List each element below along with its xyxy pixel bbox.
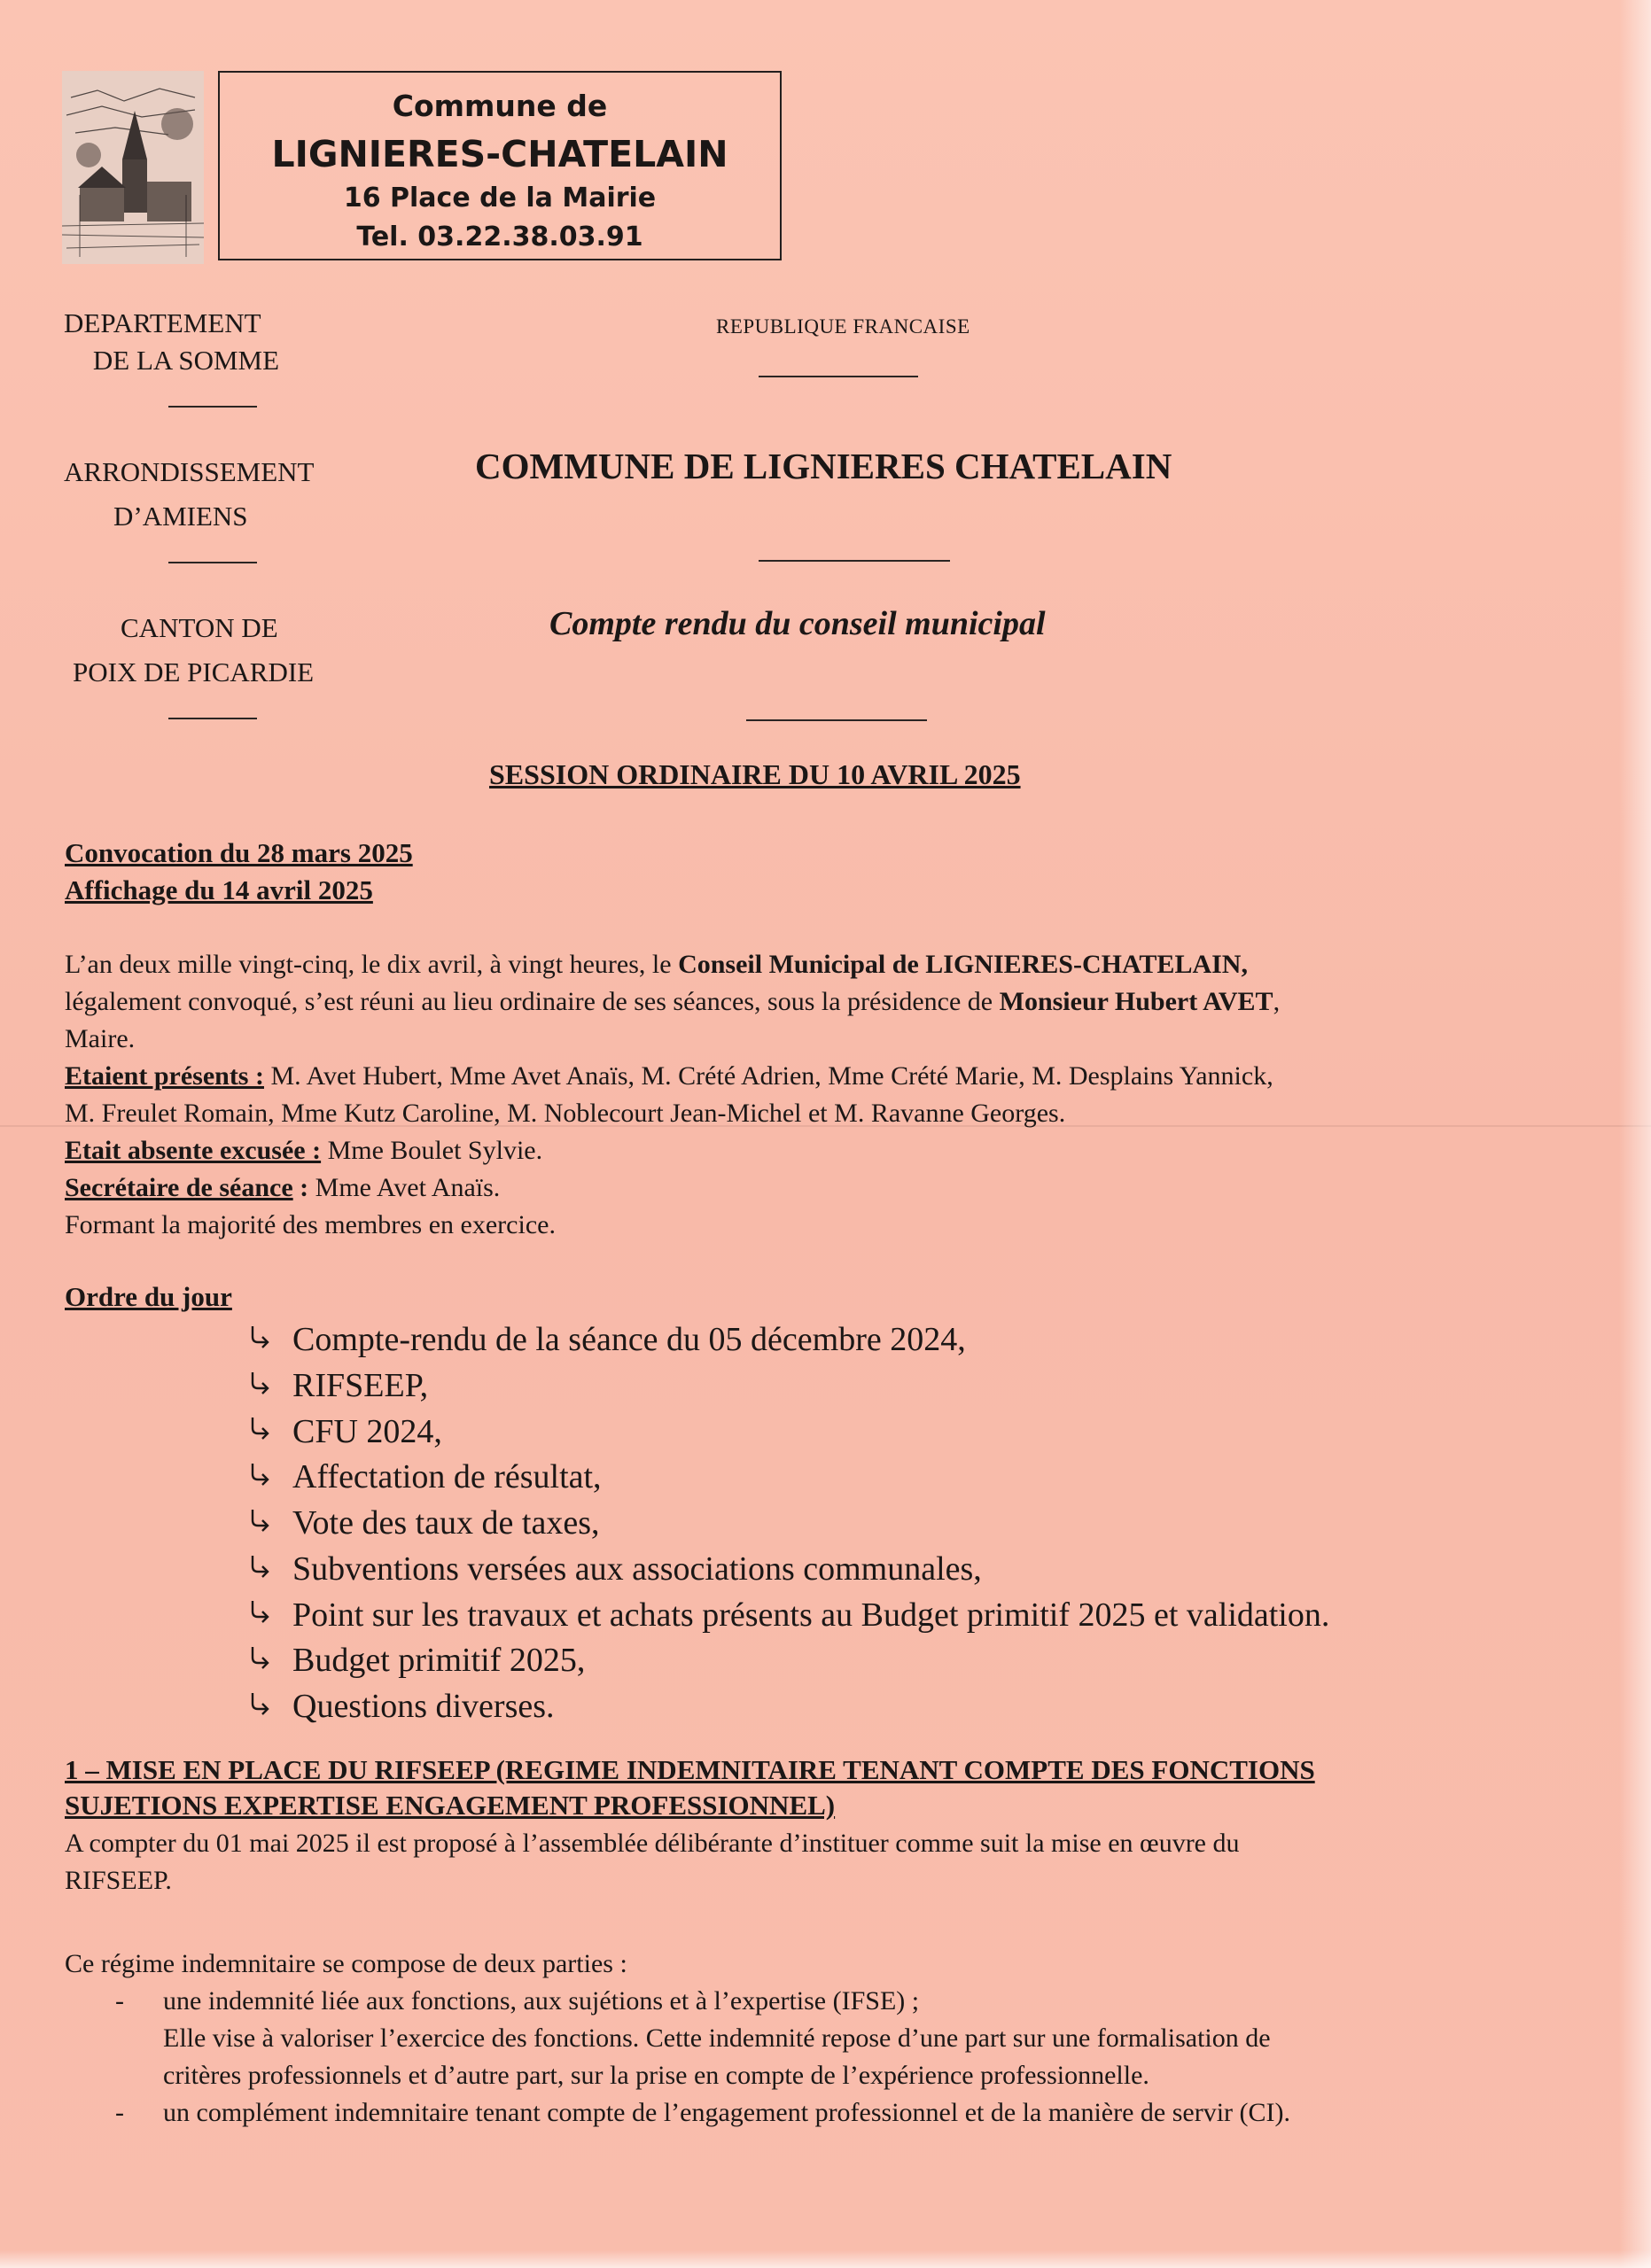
agenda-item-text: Subventions versées aux associations communales,: [292, 1550, 982, 1588]
bullet-item: [115, 1983, 1537, 2020]
bullet-detail-line1: Elle vise à valoriser l’exercice des fonctions. Cette indemnité repose d’une part sur une formalisation de: [163, 2023, 1271, 2053]
convocation-date: Convocation du 28 mars 2025: [65, 837, 413, 868]
bullet-item: [115, 2094, 1537, 2132]
agenda-item-text: Budget primitif 2025,: [292, 1642, 586, 1680]
compte-rendu-title: Compte rendu du conseil municipal: [549, 605, 1046, 642]
majorite-text: Formant la majorité des membres en exercice.: [65, 1210, 556, 1239]
agenda-item: [248, 1502, 1329, 1548]
section1-title: [65, 1752, 1315, 1823]
section1-title-line2: SUJETIONS EXPERTISE ENGAGEMENT PROFESSIONNEL): [65, 1790, 836, 1821]
hook-arrow-icon: [248, 1642, 292, 1685]
intro-text: L’an deux mille vingt-cinq, le dix avril, à vingt heures, le: [65, 950, 679, 979]
republique-francaise: REPUBLIQUE FRANCAISE: [716, 315, 970, 338]
hook-arrow-icon: [248, 1688, 292, 1731]
paper-edge-bottom: [0, 2250, 1651, 2268]
section1-intro-text: Ce régime indemnitaire se compose de deux parties :: [65, 1949, 627, 1978]
president-name: Monsieur Hubert AVET: [999, 987, 1273, 1016]
commune-header-box: [218, 71, 782, 260]
hook-arrow-icon: [248, 1321, 292, 1364]
section1-paragraph: [65, 1825, 1536, 1899]
absente-label: Etait absente excusée :: [65, 1136, 322, 1165]
conseil-name: Conseil Municipal de LIGNIERES-CHATELAIN,: [678, 950, 1248, 979]
intro-maire: Maire.: [65, 1024, 136, 1053]
presents-line: [65, 1058, 1536, 1095]
commune-title: COMMUNE DE LIGNIERES CHATELAIN: [475, 446, 1172, 486]
departement-block: [53, 301, 319, 383]
intro-line: [65, 946, 1536, 983]
agenda-item-text: Affectation de résultat,: [292, 1458, 602, 1496]
section1-p1-line2: RIFSEEP.: [65, 1866, 172, 1895]
agenda-item-text: Compte-rendu de la séance du 05 décembre 2024,: [292, 1321, 966, 1358]
arrondissement-block: [55, 450, 374, 539]
session-title: SESSION ORDINAIRE DU 10 AVRIL 2025: [489, 758, 1021, 790]
separator: [759, 560, 950, 562]
ordre-du-jour-label: Ordre du jour: [65, 1281, 232, 1312]
departement-line2: DE LA SOMME: [92, 345, 280, 376]
header-address: 16 Place de la Mairie: [343, 183, 657, 214]
arrondissement-line1: ARRONDISSEMENT: [64, 456, 315, 487]
absente-line: [65, 1132, 1536, 1169]
separator: [746, 719, 927, 721]
canton-line1: CANTON DE: [121, 612, 278, 643]
agenda-item: [248, 1364, 1329, 1410]
agenda-item: [248, 1594, 1329, 1640]
separator: [168, 406, 257, 408]
bullet-dash: -: [115, 1986, 124, 2016]
agenda-item: [248, 1639, 1329, 1685]
affichage-date: Affichage du 14 avril 2025: [65, 874, 373, 905]
hook-arrow-icon: [248, 1504, 292, 1548]
agenda-item: [248, 1410, 1329, 1456]
canton-block: [53, 606, 372, 695]
separator: [759, 376, 918, 377]
hook-arrow-icon: [248, 1367, 292, 1410]
separator: [168, 718, 257, 719]
bullet-dash: -: [115, 2098, 124, 2127]
secretaire-value: Mme Avet Anaïs.: [308, 1173, 501, 1202]
agenda-item: [248, 1318, 1329, 1364]
departement-line1: DEPARTEMENT: [64, 307, 261, 338]
agenda-item-text: RIFSEEP,: [292, 1366, 429, 1404]
header-phone: Tel. 03.22.38.03.91: [356, 221, 643, 252]
intro-text: légalement convoqué, s’est réuni au lieu ordinaire de ses séances, sous la présidence de: [65, 987, 1000, 1016]
agenda-item-text: Point sur les travaux et achats présents au Budget primitif 2025 et validation.: [292, 1596, 1330, 1634]
agenda-item-text: Questions diverses.: [292, 1688, 555, 1726]
secretaire-label: Secrétaire de séance: [65, 1173, 293, 1202]
hook-arrow-icon: [248, 1458, 292, 1502]
convocation-date-block: [65, 835, 413, 909]
church-logo-image: [62, 71, 204, 264]
arrondissement-line2: D’AMIENS: [113, 501, 248, 532]
secretaire-colon: :: [292, 1173, 309, 1202]
intro-paragraph: [65, 946, 1536, 1244]
header-commune-name: LIGNIERES-CHATELAIN: [271, 133, 728, 175]
agenda-item: [248, 1456, 1329, 1502]
agenda-item-text: CFU 2024,: [292, 1412, 442, 1450]
bullet-text: une indemnité liée aux fonctions, aux sujétions et à l’expertise (IFSE) ;: [163, 1986, 920, 2016]
hook-arrow-icon: [248, 1412, 292, 1456]
section1-title-line1: 1 – MISE EN PLACE DU RIFSEEP (REGIME INDEMNITAIRE TENANT COMPTE DES FONCTIONS: [65, 1754, 1315, 1785]
presents-label: Etaient présents :: [65, 1061, 264, 1091]
section1-p1-line1: A compter du 01 mai 2025 il est proposé à l’assemblée délibérante d’instituer comme suit la mise en œuvre du: [65, 1829, 1240, 1858]
secretaire-line: [65, 1169, 1536, 1207]
bullet-detail-line2: critères professionnels et d’autre part, sur la prise en compte de l’expérience professionnelle.: [163, 2061, 1149, 2090]
agenda-item: [248, 1685, 1329, 1731]
intro-line: [65, 983, 1536, 1021]
hook-arrow-icon: [248, 1596, 292, 1639]
absente-value: Mme Boulet Sylvie.: [321, 1136, 543, 1165]
presents-value-continued: M. Freulet Romain, Mme Kutz Caroline, M. Noblecourt Jean-Michel et M. Ravanne Georges.: [65, 1099, 1066, 1128]
section1-bullets: [115, 1983, 1537, 2132]
intro-text: ,: [1273, 987, 1281, 1016]
bullet-text: un complément indemnitaire tenant compte de l’engagement professionnel et de la manière de servir (CI).: [163, 2098, 1291, 2127]
agenda-list: [248, 1318, 1329, 1731]
hook-arrow-icon: [248, 1550, 292, 1594]
presents-value: M. Avet Hubert, Mme Avet Anaïs, M. Crété Adrien, Mme Crété Marie, M. Desplains Yannick,: [263, 1061, 1273, 1091]
agenda-item-text: Vote des taux de taxes,: [292, 1504, 600, 1542]
separator: [168, 562, 257, 563]
paper-edge: [1619, 0, 1651, 2268]
agenda-item: [248, 1548, 1329, 1594]
header-line1: Commune de: [392, 89, 608, 123]
canton-line2: POIX DE PICARDIE: [73, 656, 315, 687]
